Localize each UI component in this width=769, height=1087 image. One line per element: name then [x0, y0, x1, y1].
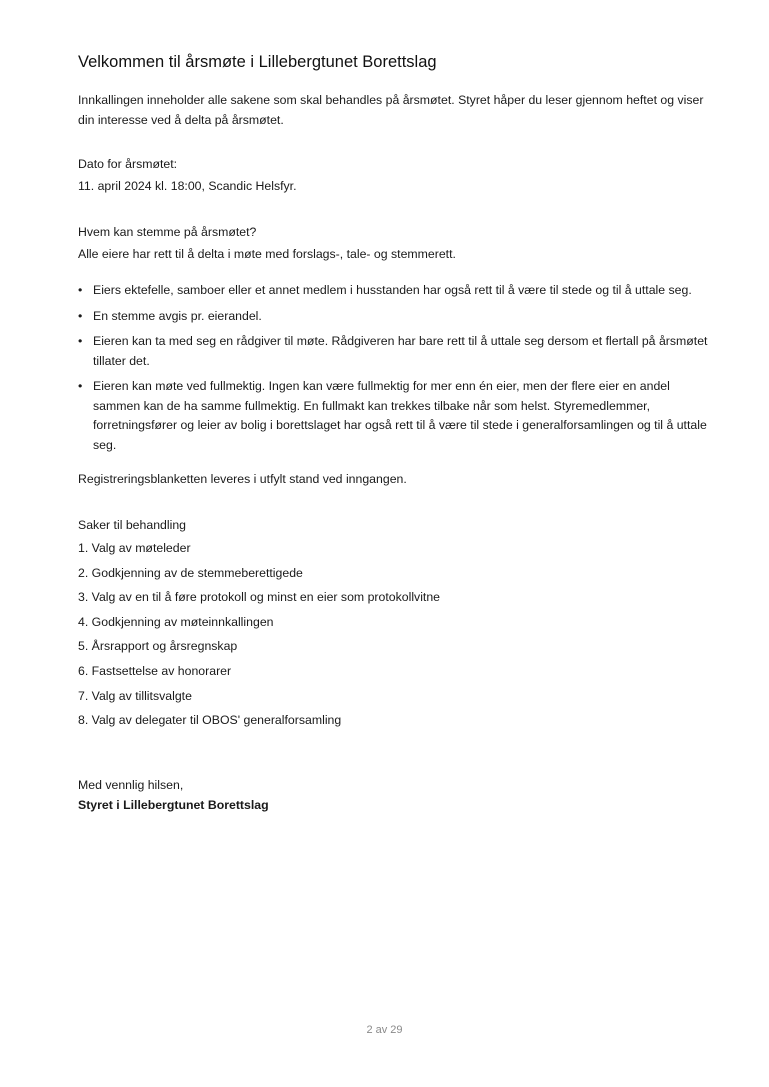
agenda-item: 2. Godkjenning av de stemmeberettigede [78, 565, 303, 580]
signoff [78, 775, 269, 815]
agenda-item: 6. Fastsettelse av honorarer [78, 663, 232, 678]
agenda-label: Saker til behandling [78, 518, 187, 532]
page-title: Velkommen til årsmøte i Lillebergtunet Borettslag [78, 53, 437, 71]
bullet-dot-icon: • [78, 308, 83, 323]
greeting: Med vennlig hilsen, [78, 778, 184, 792]
vote-label: Hvem kan stemme på årsmøtet? [78, 225, 257, 239]
bullet-dot-icon: • [78, 379, 83, 393]
vote-bullet-list [78, 281, 718, 461]
list-item: • En stemme avgis pr. eierandel. [78, 307, 718, 327]
date-value: 11. april 2024 kl. 18:00, Scandic Helsfyr. [78, 179, 297, 193]
agenda-item: 3. Valg av en til å føre protokoll og minst en eier som protokollvitne [78, 590, 441, 605]
date-label: Dato for årsmøtet: [78, 157, 178, 171]
intro-paragraph: Innkallingen inneholder alle sakene som skal behandles på årsmøtet. Styret håper du leser gjennom heftet og viser din interesse ved å delta på årsmøtet. [78, 93, 704, 127]
agenda-item: 1. Valg av møteleder [78, 541, 191, 555]
registration-note: Registreringsblanketten leveres i utfylt stand ved inngangen. [78, 472, 407, 486]
agenda-item: 5. Årsrapport og årsregnskap [78, 639, 238, 654]
bullet-dot-icon: • [78, 283, 83, 297]
signature: Styret i Lillebergtunet Borettslag [78, 798, 269, 812]
list-item: • Eiers ektefelle, samboer eller et annet medlem i husstanden har også rett til å være til stede og til å uttale seg. [78, 281, 718, 301]
page-number: 2 av 29 [366, 1024, 403, 1036]
agenda-list [78, 539, 440, 736]
agenda-item: 4. Godkjenning av møteinnkallingen [78, 614, 274, 629]
bullet-dot-icon: • [78, 334, 83, 348]
list-item: • Eieren kan ta med seg en rådgiver til møte. Rådgiveren har bare rett til å uttale seg dersom et flertall på årsmøtet tillater det. [78, 334, 708, 368]
agenda-item: 8. Valg av delegater til OBOS' generalforsamling [78, 713, 342, 728]
agenda-item: 7. Valg av tillitsvalgte [78, 688, 192, 703]
vote-text: Alle eiere har rett til å delta i møte med forslags-, tale- og stemmerett. [78, 247, 456, 261]
list-item: • Eieren kan møte ved fullmektig. Ingen kan være fullmektig for mer enn én eier, men der flere eier en andel sammen kan de ha samme fullmektig. En fullmakt kan trekkes tilbake når som helst. Styremedlemmer, forretningsfører og leier av bolig i borettslaget har også rett til å være til stede i generalforsamlingen og til å uttale seg. [78, 379, 707, 452]
